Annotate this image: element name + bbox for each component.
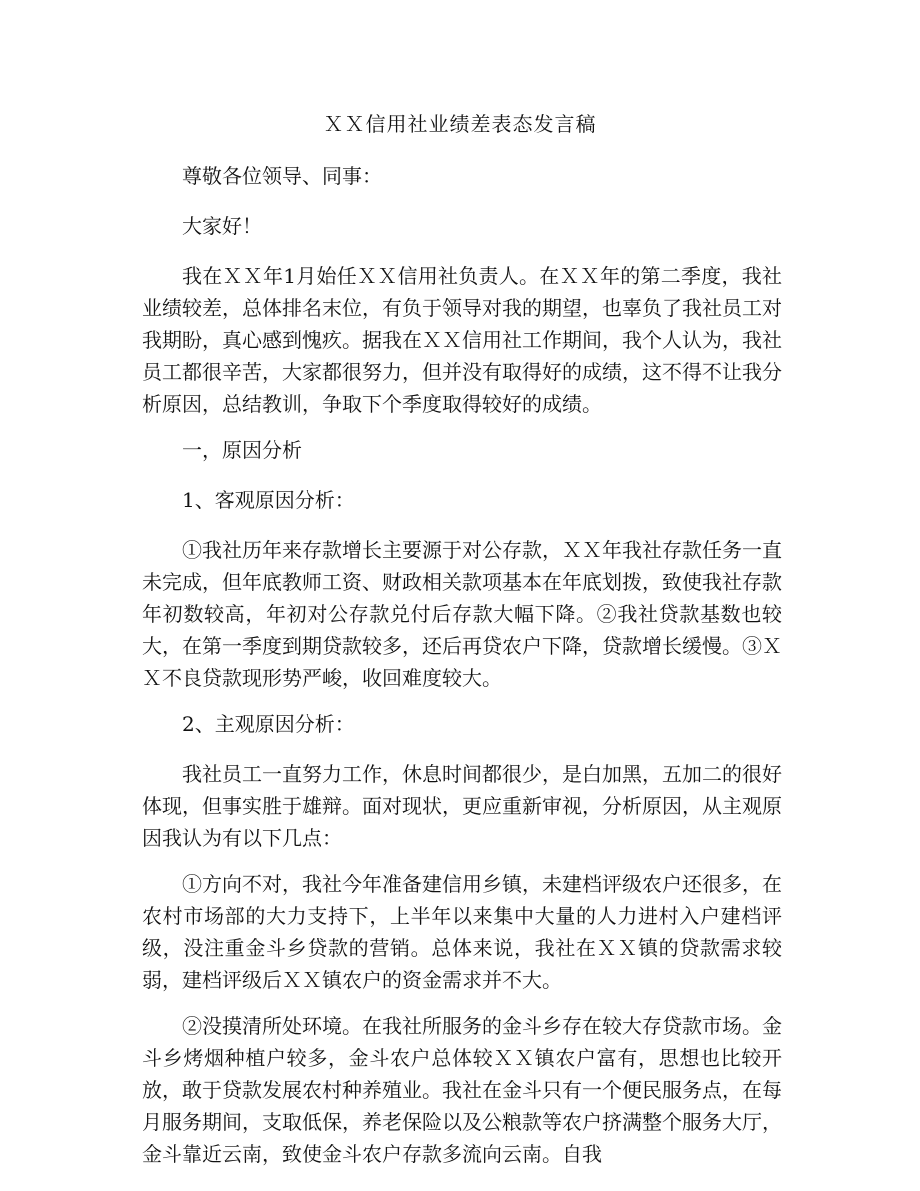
document-title: ＸＸ信用社业绩差表态发言稿	[323, 112, 597, 136]
salutation-paragraph: 尊敬各位领导、同事：	[182, 164, 382, 188]
intro-paragraph: 我在ＸＸ年1月始任ＸＸ信用社负责人。在ＸＸ年的第二季度，我社业绩较差，总体排名末位，有负于领导对我的期望，也辜负了我社员工对我期盼，真心感到愧疚。据我在ＸＸ信用社工作期间，我个人认为，我社员工都很辛苦，大家都很努力，但并没有取得好的成绩，这不得不让我分析原因，总结教训，争取下个季度取得较好的成绩。	[142, 264, 782, 416]
section-heading-cause-analysis: 一，原因分析	[182, 438, 302, 462]
subjective-point-two-paragraph: ②没摸清所处环境。在我社所服务的金斗乡存在较大存贷款市场。金斗乡烤烟种植户较多，金斗农户总体较ＸＸ镇农户富有，思想也比较开放，敢于贷款发展农村种养殖业。我社在金斗只有一个便民服务点，在每月服务期间，支取低保，养老保险以及公粮款等农户挤满整个服务大厅，金斗靠近云南，致使金斗农户存款多流向云南。自我	[142, 1014, 782, 1166]
greeting-paragraph: 大家好！	[182, 214, 262, 238]
subjective-point-one-paragraph: ①方向不对，我社今年准备建信用乡镇，未建档评级农户还很多，在农村市场部的大力支持下，上半年以来集中大量的人力进村入户建档评级，没注重金斗乡贷款的营销。总体来说，我社在ＸＸ镇的贷款需求较弱，建档评级后ＸＸ镇农户的资金需求并不大。	[142, 872, 782, 992]
document-body	[142, 160, 782, 1184]
objective-analysis-paragraph: ①我社历年来存款增长主要源于对公存款，ＸＸ年我社存款任务一直未完成，但年底教师工资、财政相关款项基本在年底划拨，致使我社存款年初数较高，年初对公存款兑付后存款大幅下降。②我社贷款基数也较大，在第一季度到期贷款较多，还后再贷农户下降，贷款增长缓慢。③ＸＸ不良贷款现形势严峻，收回难度较大。	[142, 538, 782, 690]
subheading-subjective-analysis: 2、主观原因分析：	[182, 712, 355, 736]
subheading-objective-analysis: 1、客观原因分析：	[182, 488, 355, 512]
subjective-intro-paragraph: 我社员工一直努力工作，休息时间都很少，是白加黑，五加二的很好体现，但事实胜于雄辩。面对现状，更应重新审视，分析原因，从主观原因我认为有以下几点：	[142, 762, 782, 850]
